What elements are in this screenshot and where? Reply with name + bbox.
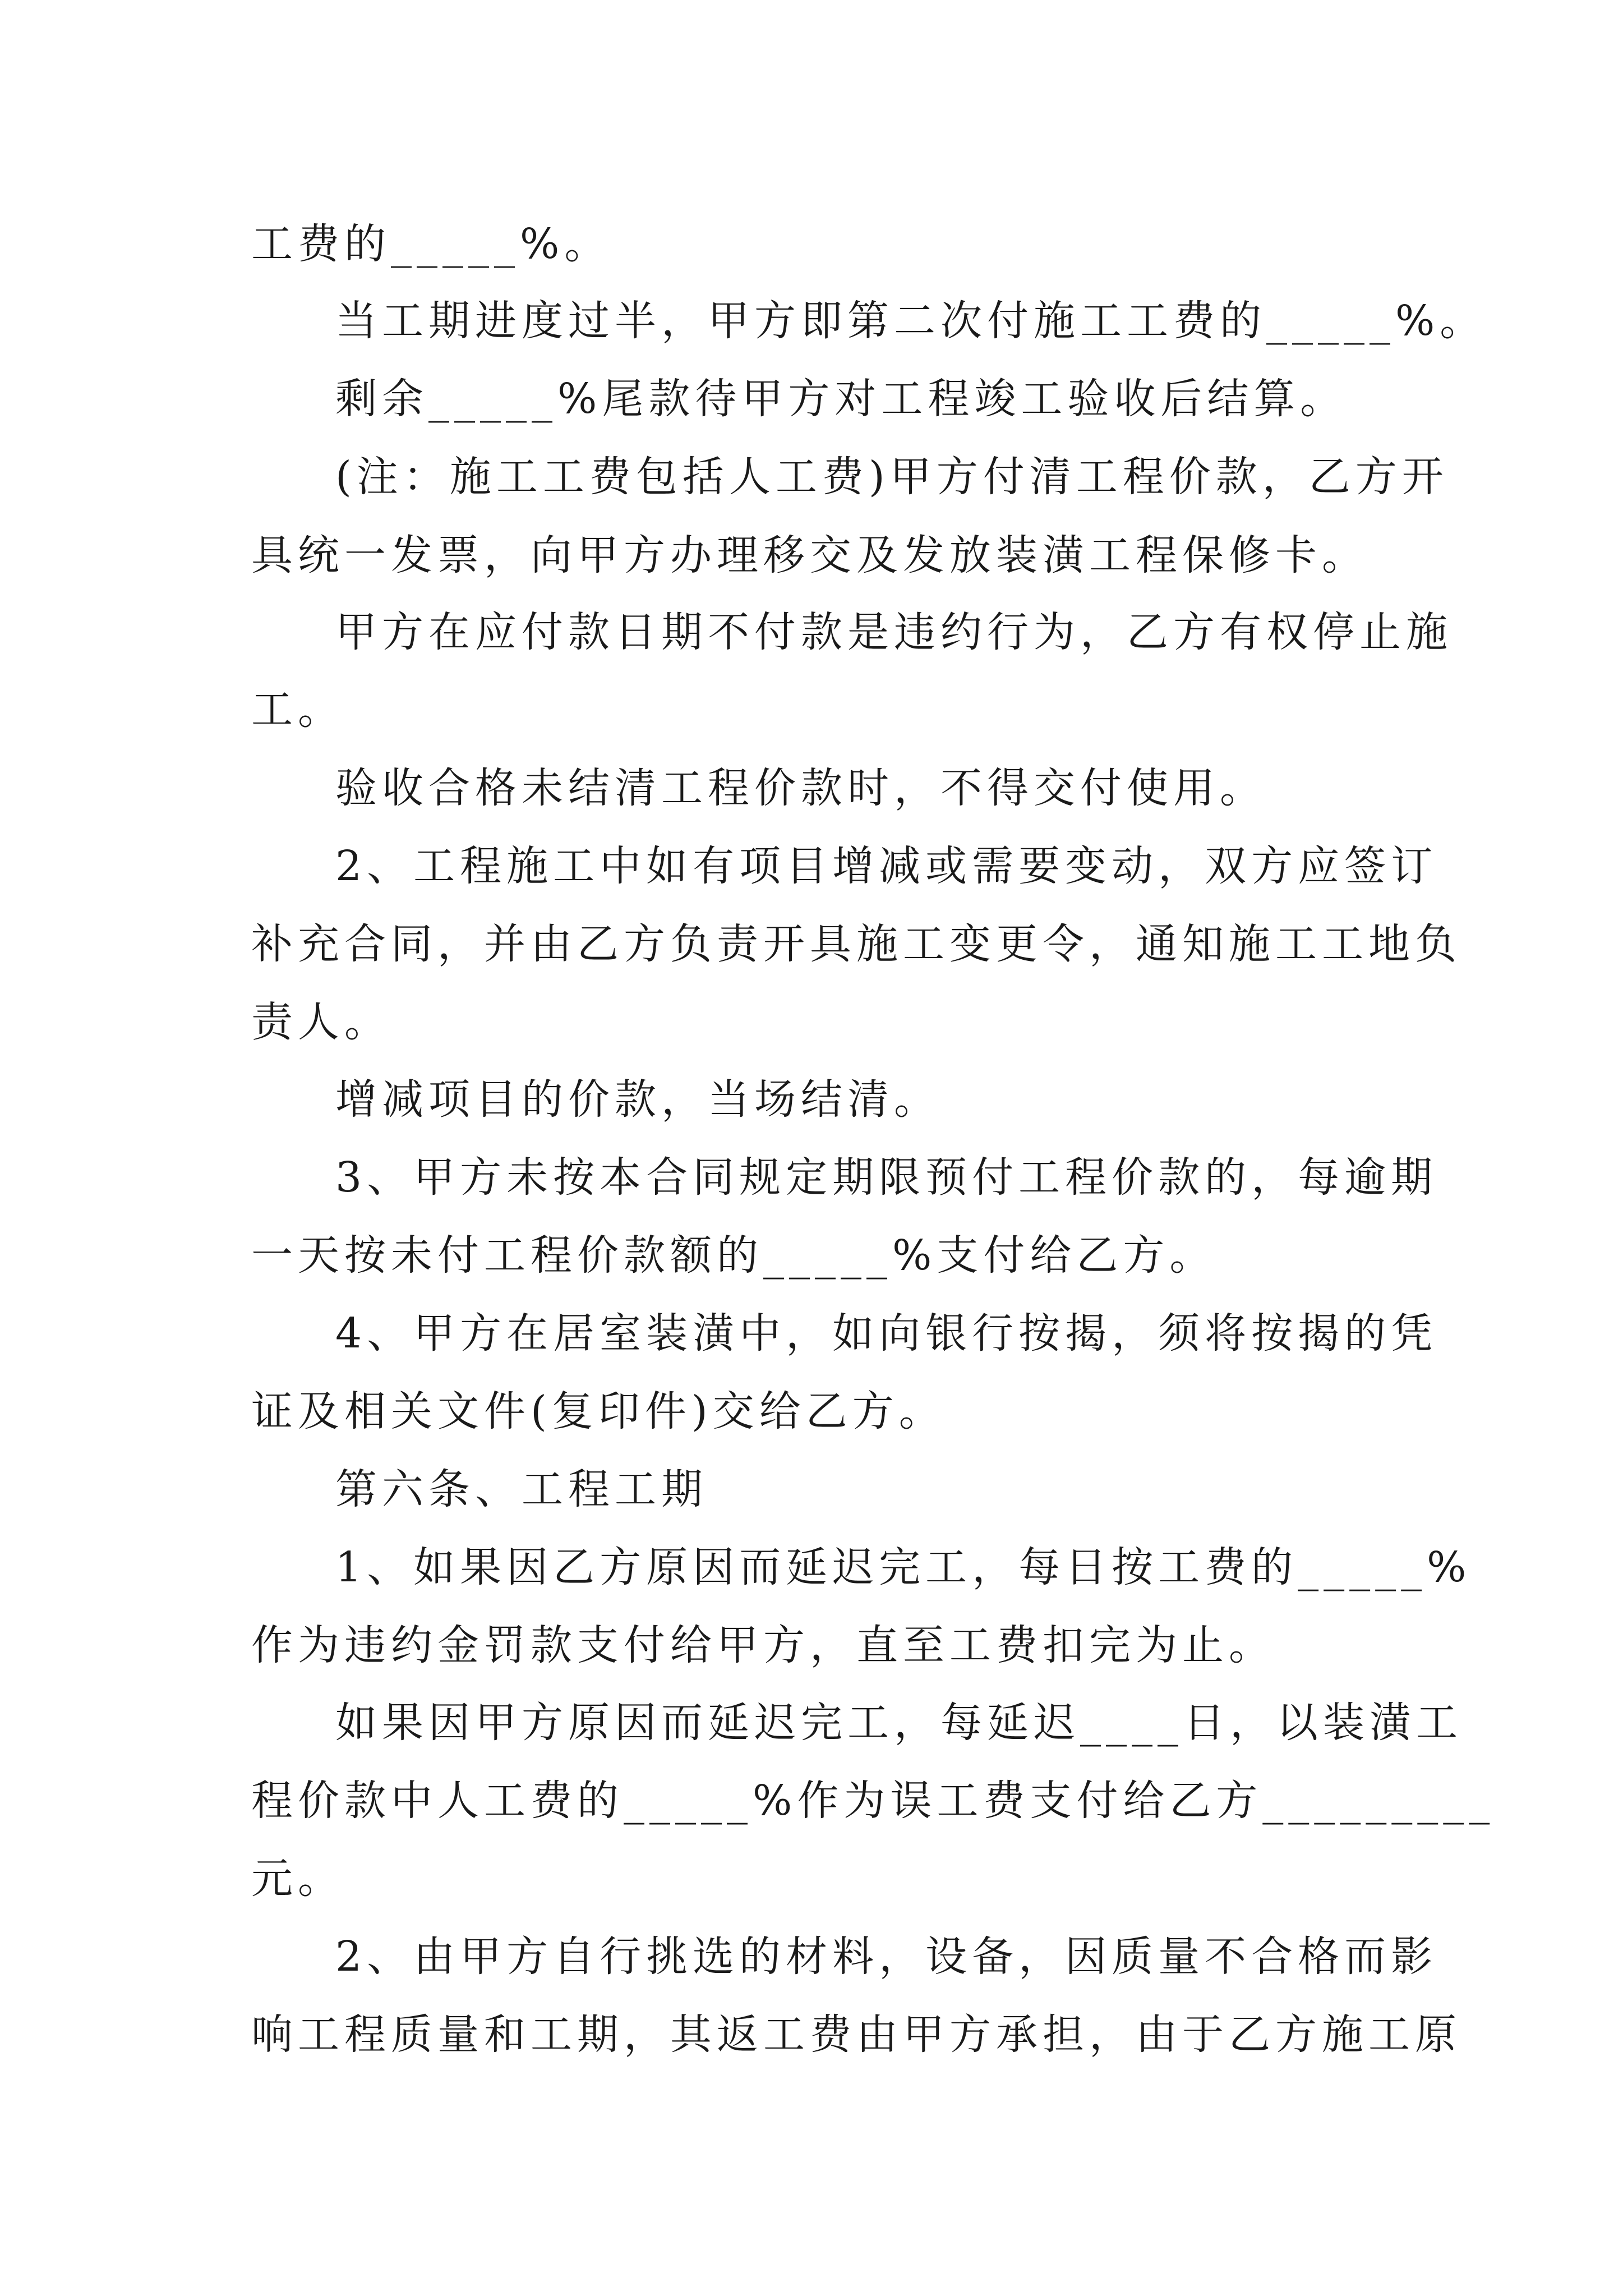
text-line: 当工期进度过半，甲方即第二次付施工工费的_____%。 — [335, 297, 1487, 345]
text-line: 元。 — [251, 1855, 344, 1903]
text-line: 如果因甲方原因而延迟完工，每延迟____日，以装潢工 — [335, 1699, 1463, 1747]
text-line: 甲方在应付款日期不付款是违约行为，乙方有权停止施 — [335, 608, 1453, 656]
text-line: 剩余_____%尾款待甲方对工程竣工验收后结算。 — [335, 375, 1347, 423]
text-line: 一天按未付工程价款额的_____%支付给乙方。 — [251, 1231, 1216, 1280]
text-line: 程价款中人工费的_____%作为误工费支付给乙方_________ — [251, 1777, 1495, 1825]
text-line: 3、甲方未按本合同规定期限预付工程价款的，每逾期 — [335, 1153, 1438, 1202]
text-line: 证及相关文件(复印件)交给乙方。 — [251, 1387, 946, 1435]
text-line: 责人。 — [251, 998, 391, 1046]
text-line: 工。 — [251, 685, 344, 734]
text-line: (注：施工工费包括人工费)甲方付清工程价款，乙方开 — [335, 453, 1449, 501]
text-line: 具统一发票，向甲方办理移交及发放装潢工程保修卡。 — [251, 531, 1368, 579]
text-line: 补充合同，并由乙方负责开具施工变更令，通知施工工地负 — [251, 920, 1461, 968]
text-line: 作为违约金罚款支付给甲方，直至工费扣完为止。 — [251, 1621, 1275, 1669]
text-line: 1、如果因乙方原因而延迟完工，每日按工费的_____% — [335, 1543, 1472, 1591]
section-heading: 第六条、工程工期 — [335, 1465, 708, 1513]
text-line: 工费的_____%。 — [251, 220, 611, 268]
text-line: 验收合格未结清工程价款时，不得交付使用。 — [335, 764, 1266, 812]
text-line: 2、由甲方自行挑选的材料，设备，因质量不合格而影 — [335, 1932, 1438, 1981]
text-line: 响工程质量和工期，其返工费由甲方承担，由于乙方施工原 — [251, 2010, 1461, 2059]
text-line: 增减项目的价款，当场结清。 — [335, 1075, 940, 1124]
text-line: 2、工程施工中如有项目增减或需要变动，双方应签订 — [335, 842, 1438, 890]
text-line: 4、甲方在居室装潢中，如向银行按揭，须将按揭的凭 — [335, 1309, 1438, 1358]
